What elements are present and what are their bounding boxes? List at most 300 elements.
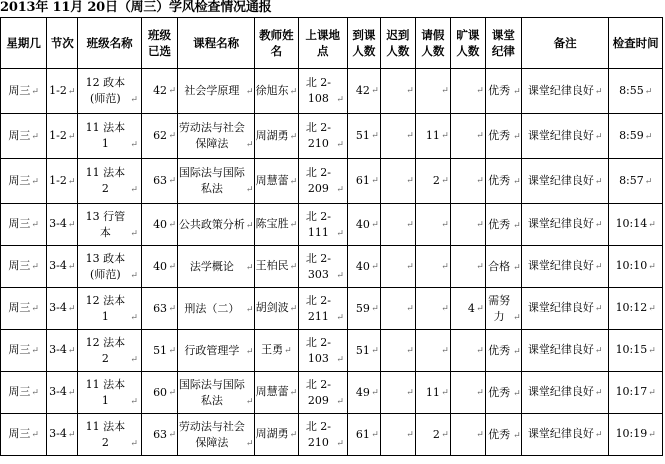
paragraph-mark-icon: ↵ xyxy=(31,262,39,272)
paragraph-mark-icon: ↵ xyxy=(476,387,484,398)
leave-text: 11 xyxy=(425,129,440,142)
paragraph-mark-icon: ↵ xyxy=(245,87,254,97)
discipline-cell xyxy=(485,204,521,246)
enrolled-text: 40 xyxy=(153,259,168,273)
class-name-cell xyxy=(78,330,142,372)
period-cell xyxy=(47,288,78,330)
paragraph-mark-icon: ↵ xyxy=(168,387,177,398)
enrolled-cell xyxy=(142,114,178,159)
class-name-text: 13 政本(师范) xyxy=(85,251,126,281)
paragraph-mark-icon: ↵ xyxy=(67,388,76,398)
note-text: 课堂纪律良好 xyxy=(527,343,594,356)
paragraph-mark-icon: ↵ xyxy=(31,176,39,187)
discipline-text: 需努力 xyxy=(488,293,511,323)
class-name-text: 11 法本 2 xyxy=(85,166,126,195)
paragraph-mark-icon: ↵ xyxy=(67,131,76,142)
paragraph-mark-icon: ↵ xyxy=(406,261,414,272)
absent-cell xyxy=(450,372,485,414)
time-text: 10:15 xyxy=(615,343,648,356)
late-cell xyxy=(380,414,415,456)
enrolled-cell xyxy=(142,246,178,288)
period-text: 3-4 xyxy=(49,427,67,440)
note-cell xyxy=(521,288,609,330)
location-text: 北 2-103 xyxy=(305,335,332,365)
paragraph-mark-icon: ↵ xyxy=(31,388,39,398)
leave-cell xyxy=(415,114,450,159)
location-cell xyxy=(298,288,347,330)
header-cell: 迟到人数 xyxy=(380,18,415,69)
absent-cell xyxy=(450,114,485,159)
late-cell xyxy=(380,69,415,114)
period-text: 3-4 xyxy=(49,343,67,356)
enrolled-cell xyxy=(142,288,178,330)
paragraph-mark-icon: ↵ xyxy=(168,261,177,272)
paragraph-mark-icon: ↵ xyxy=(406,219,414,230)
header-cell: 检查时间 xyxy=(609,18,663,69)
note-text: 课堂纪律良好 xyxy=(527,259,594,272)
discipline-cell xyxy=(485,414,521,456)
time-cell xyxy=(609,159,663,204)
note-text: 课堂纪律良好 xyxy=(527,128,594,142)
paragraph-mark-icon: ↵ xyxy=(406,345,414,356)
enrolled-text: 40 xyxy=(153,217,168,231)
paragraph-mark-icon: ↵ xyxy=(644,176,653,187)
teacher-text: 王柏民 xyxy=(255,259,289,272)
enrolled-text: 63 xyxy=(153,174,168,187)
paragraph-mark-icon: ↵ xyxy=(513,312,521,323)
course-text: 劳动法与社会保障法 xyxy=(178,121,245,150)
leave-cell xyxy=(415,288,450,330)
note-cell xyxy=(521,414,609,456)
location-cell xyxy=(298,330,347,372)
paragraph-mark-icon: ↵ xyxy=(336,140,344,150)
paragraph-mark-icon: ↵ xyxy=(245,140,254,150)
note-text: 课堂纪律良好 xyxy=(527,427,594,440)
paragraph-mark-icon: ↵ xyxy=(130,140,138,150)
paragraph-mark-icon: ↵ xyxy=(130,270,138,281)
paragraph-mark-icon: ↵ xyxy=(289,304,298,314)
course-text: 刑法（二） xyxy=(184,301,240,315)
location-text: 北 2-210 xyxy=(305,121,332,150)
time-cell xyxy=(609,246,663,288)
paragraph-mark-icon: ↵ xyxy=(406,176,414,186)
table-row xyxy=(1,330,663,372)
header-cell: 课堂纪律 xyxy=(485,18,521,69)
day-text: 周三 xyxy=(8,128,31,142)
present-cell xyxy=(347,330,380,372)
enrolled-text: 51 xyxy=(153,343,168,357)
teacher-cell xyxy=(255,69,298,114)
discipline-text: 优秀 xyxy=(488,174,511,187)
paragraph-mark-icon: ↵ xyxy=(168,303,177,314)
paragraph-mark-icon: ↵ xyxy=(67,430,76,440)
paragraph-mark-icon: ↵ xyxy=(406,387,414,398)
paragraph-mark-icon: ↵ xyxy=(289,430,298,440)
paragraph-mark-icon: ↵ xyxy=(289,220,298,230)
discipline-text: 优秀 xyxy=(488,217,511,231)
day-text: 周三 xyxy=(8,259,31,272)
header-cell: 请假人数 xyxy=(415,18,450,69)
present-text: 40 xyxy=(355,259,370,273)
location-text: 北 2-209 xyxy=(305,166,332,195)
paragraph-mark-icon: ↵ xyxy=(441,86,449,96)
paragraph-mark-icon: ↵ xyxy=(67,176,76,187)
discipline-text: 优秀 xyxy=(488,343,511,357)
paragraph-mark-icon: ↵ xyxy=(441,387,449,398)
paragraph-mark-icon: ↵ xyxy=(130,228,138,239)
location-cell xyxy=(298,414,347,456)
note-cell xyxy=(521,246,609,288)
absent-cell xyxy=(450,204,485,246)
discipline-text: 优秀 xyxy=(488,427,511,441)
paragraph-mark-icon: ↵ xyxy=(130,354,138,365)
paragraph-mark-icon: ↵ xyxy=(441,176,449,186)
note-cell xyxy=(521,69,609,114)
table-row xyxy=(1,288,663,330)
course-text: 法学概论 xyxy=(189,259,234,273)
leave-cell xyxy=(415,69,450,114)
time-text: 8:55 xyxy=(619,83,644,97)
day-cell xyxy=(1,330,47,372)
teacher-text: 周慧蕾 xyxy=(255,173,289,187)
class-name-cell xyxy=(78,114,142,159)
time-cell xyxy=(609,288,663,330)
discipline-cell xyxy=(485,372,521,414)
paragraph-mark-icon: ↵ xyxy=(648,262,656,272)
header-cell: 教师姓名 xyxy=(255,18,298,69)
location-cell xyxy=(298,114,347,159)
leave-text: 2 xyxy=(432,174,440,187)
inspection-table xyxy=(0,17,663,456)
time-text: 10:12 xyxy=(615,301,648,314)
paragraph-mark-icon: ↵ xyxy=(441,219,449,230)
enrolled-cell xyxy=(142,204,178,246)
present-text: 51 xyxy=(355,343,370,357)
paragraph-mark-icon: ↵ xyxy=(476,261,484,272)
paragraph-mark-icon: ↵ xyxy=(441,429,449,440)
day-cell xyxy=(1,414,47,456)
course-cell xyxy=(178,414,255,456)
day-text: 周三 xyxy=(8,83,31,97)
period-cell xyxy=(47,372,78,414)
paragraph-mark-icon: ↵ xyxy=(406,429,414,440)
paragraph-mark-icon: ↵ xyxy=(284,346,292,356)
paragraph-mark-icon: ↵ xyxy=(406,86,414,96)
table-row xyxy=(1,246,663,288)
class-name-text: 12 法本 2 xyxy=(85,335,126,365)
late-cell xyxy=(380,372,415,414)
absent-text: 4 xyxy=(467,301,475,315)
paragraph-mark-icon: ↵ xyxy=(67,304,76,314)
period-text: 3-4 xyxy=(49,259,67,272)
present-cell xyxy=(347,114,380,159)
header-cell: 课程名称 xyxy=(178,18,255,69)
paragraph-mark-icon: ↵ xyxy=(130,438,138,449)
paragraph-mark-icon: ↵ xyxy=(168,345,177,356)
discipline-cell xyxy=(485,159,521,204)
class-name-text: 12 法本 1 xyxy=(85,293,126,323)
teacher-text: 周湖勇 xyxy=(255,427,289,440)
paragraph-mark-icon: ↵ xyxy=(441,131,449,141)
paragraph-mark-icon: ↵ xyxy=(336,228,344,239)
period-text: 3-4 xyxy=(49,217,67,230)
period-text: 3-4 xyxy=(49,385,67,398)
time-cell xyxy=(609,414,663,456)
class-name-text: 12 政本(师范) xyxy=(85,76,126,105)
paragraph-mark-icon: ↵ xyxy=(513,262,521,273)
enrolled-cell xyxy=(142,372,178,414)
note-text: 课堂纪律良好 xyxy=(527,385,594,398)
discipline-text: 合格 xyxy=(488,259,511,273)
present-text: 59 xyxy=(355,301,370,315)
header-cell: 班级已选 xyxy=(142,18,178,69)
paragraph-mark-icon: ↵ xyxy=(245,185,254,195)
period-text: 1-2 xyxy=(49,128,67,142)
day-cell xyxy=(1,69,47,114)
paragraph-mark-icon: ↵ xyxy=(67,262,76,272)
class-name-cell xyxy=(78,69,142,114)
header-cell: 班级名称 xyxy=(78,18,142,69)
location-cell xyxy=(298,159,347,204)
note-cell xyxy=(521,114,609,159)
present-cell xyxy=(347,246,380,288)
period-cell xyxy=(47,69,78,114)
paragraph-mark-icon: ↵ xyxy=(513,87,521,97)
course-cell xyxy=(178,372,255,414)
class-name-cell xyxy=(78,288,142,330)
course-cell xyxy=(178,288,255,330)
paragraph-mark-icon: ↵ xyxy=(336,438,344,449)
class-name-cell xyxy=(78,246,142,288)
course-cell xyxy=(178,159,255,204)
paragraph-mark-icon: ↵ xyxy=(594,388,603,398)
paragraph-mark-icon: ↵ xyxy=(371,176,379,186)
teacher-cell xyxy=(255,330,298,372)
present-text: 61 xyxy=(355,427,370,441)
paragraph-mark-icon: ↵ xyxy=(168,86,177,96)
leave-cell xyxy=(415,330,450,372)
paragraph-mark-icon: ↵ xyxy=(476,86,484,96)
day-cell xyxy=(1,114,47,159)
absent-cell xyxy=(450,159,485,204)
paragraph-mark-icon: ↵ xyxy=(289,86,298,97)
paragraph-mark-icon: ↵ xyxy=(130,185,138,195)
present-cell xyxy=(347,414,380,456)
teacher-text: 陈宝胜 xyxy=(255,217,289,230)
absent-cell xyxy=(450,330,485,372)
enrolled-text: 42 xyxy=(153,84,168,97)
teacher-cell xyxy=(255,114,298,159)
class-name-cell xyxy=(78,204,142,246)
paragraph-mark-icon: ↵ xyxy=(476,429,484,440)
present-cell xyxy=(347,159,380,204)
late-cell xyxy=(380,114,415,159)
paragraph-mark-icon: ↵ xyxy=(441,261,449,272)
class-name-cell xyxy=(78,372,142,414)
present-cell xyxy=(347,288,380,330)
time-text: 8:57 xyxy=(619,173,644,187)
location-text: 北 2-111 xyxy=(305,209,332,239)
paragraph-mark-icon: ↵ xyxy=(441,345,449,356)
note-cell xyxy=(521,372,609,414)
page-title: 2013年 11月 20日（周三）学风检查情况通报 xyxy=(0,0,272,15)
paragraph-mark-icon: ↵ xyxy=(594,176,603,187)
day-cell xyxy=(1,159,47,204)
teacher-cell xyxy=(255,288,298,330)
header-row xyxy=(1,18,663,69)
enrolled-text: 63 xyxy=(153,427,168,441)
paragraph-mark-icon: ↵ xyxy=(245,262,254,273)
day-text: 周三 xyxy=(8,343,31,356)
course-text: 行政管理学 xyxy=(184,343,240,357)
paragraph-mark-icon: ↵ xyxy=(336,354,344,365)
paragraph-mark-icon: ↵ xyxy=(168,429,177,440)
note-text: 课堂纪律良好 xyxy=(527,83,594,97)
discipline-text: 优秀 xyxy=(488,385,511,399)
enrolled-text: 63 xyxy=(153,301,168,315)
note-cell xyxy=(521,330,609,372)
discipline-cell xyxy=(485,69,521,114)
paragraph-mark-icon: ↵ xyxy=(476,131,484,141)
course-text: 公共政策分析 xyxy=(178,217,245,231)
paragraph-mark-icon: ↵ xyxy=(31,131,39,142)
period-text: 3-4 xyxy=(49,301,67,314)
location-text: 北 2-211 xyxy=(305,293,332,323)
table-row xyxy=(1,114,663,159)
paragraph-mark-icon: ↵ xyxy=(67,220,76,230)
period-text: 1-2 xyxy=(49,173,67,187)
time-cell xyxy=(609,372,663,414)
leave-cell xyxy=(415,372,450,414)
enrolled-text: 62 xyxy=(153,129,168,142)
present-text: 61 xyxy=(355,174,370,187)
paragraph-mark-icon: ↵ xyxy=(245,220,254,231)
location-cell xyxy=(298,69,347,114)
paragraph-mark-icon: ↵ xyxy=(644,131,653,142)
teacher-cell xyxy=(255,414,298,456)
paragraph-mark-icon: ↵ xyxy=(245,346,254,357)
class-name-text: 13 行管本 xyxy=(85,209,126,239)
period-cell xyxy=(47,330,78,372)
paragraph-mark-icon: ↵ xyxy=(336,185,344,195)
paragraph-mark-icon: ↵ xyxy=(648,430,656,440)
enrolled-cell xyxy=(142,330,178,372)
paragraph-mark-icon: ↵ xyxy=(476,303,484,314)
class-name-text: 11 法本 2 xyxy=(85,419,126,449)
leave-cell xyxy=(415,204,450,246)
absent-cell xyxy=(450,414,485,456)
time-cell xyxy=(609,204,663,246)
absent-cell xyxy=(450,288,485,330)
leave-text: 2 xyxy=(432,427,440,441)
paragraph-mark-icon: ↵ xyxy=(289,176,298,187)
day-text: 周三 xyxy=(8,301,31,314)
paragraph-mark-icon: ↵ xyxy=(648,346,656,356)
table-row xyxy=(1,204,663,246)
paragraph-mark-icon: ↵ xyxy=(336,396,344,407)
header-cell: 星期几 xyxy=(1,18,47,69)
paragraph-mark-icon: ↵ xyxy=(245,438,254,449)
teacher-text: 周慧蕾 xyxy=(255,385,289,398)
paragraph-mark-icon: ↵ xyxy=(406,303,414,314)
paragraph-mark-icon: ↵ xyxy=(289,388,298,398)
table-row xyxy=(1,372,663,414)
note-cell xyxy=(521,159,609,204)
present-text: 51 xyxy=(355,129,370,142)
leave-cell xyxy=(415,414,450,456)
paragraph-mark-icon: ↵ xyxy=(31,86,39,97)
course-text: 国际法与国际私法 xyxy=(178,377,245,407)
time-text: 10:17 xyxy=(615,385,648,398)
day-text: 周三 xyxy=(8,427,31,440)
header-cell: 节次 xyxy=(47,18,78,69)
absent-cell xyxy=(450,69,485,114)
paragraph-mark-icon: ↵ xyxy=(513,430,521,441)
paragraph-mark-icon: ↵ xyxy=(67,346,76,356)
paragraph-mark-icon: ↵ xyxy=(336,312,344,323)
discipline-cell xyxy=(485,330,521,372)
paragraph-mark-icon: ↵ xyxy=(336,95,344,105)
header-cell: 上课地点 xyxy=(298,18,347,69)
enrolled-cell xyxy=(142,159,178,204)
present-cell xyxy=(347,204,380,246)
paragraph-mark-icon: ↵ xyxy=(594,304,603,314)
teacher-cell xyxy=(255,372,298,414)
day-cell xyxy=(1,372,47,414)
teacher-text: 周湖勇 xyxy=(255,128,289,142)
leave-cell xyxy=(415,159,450,204)
paragraph-mark-icon: ↵ xyxy=(130,396,138,407)
time-cell xyxy=(609,114,663,159)
period-cell xyxy=(47,414,78,456)
day-cell xyxy=(1,288,47,330)
present-text: 49 xyxy=(355,385,370,399)
class-name-cell xyxy=(78,159,142,204)
paragraph-mark-icon: ↵ xyxy=(371,303,379,314)
discipline-text: 优秀 xyxy=(488,84,511,97)
header-cell: 备注 xyxy=(521,18,609,69)
class-name-text: 11 法本 1 xyxy=(85,121,126,150)
location-cell xyxy=(298,246,347,288)
absent-cell xyxy=(450,246,485,288)
course-text: 劳动法与社会保障法 xyxy=(178,419,245,449)
course-text: 社会学原理 xyxy=(184,84,240,97)
paragraph-mark-icon: ↵ xyxy=(336,270,344,281)
period-cell xyxy=(47,159,78,204)
day-text: 周三 xyxy=(8,217,31,230)
location-cell xyxy=(298,204,347,246)
paragraph-mark-icon: ↵ xyxy=(513,388,521,399)
day-cell xyxy=(1,204,47,246)
present-cell xyxy=(347,372,380,414)
paragraph-mark-icon: ↵ xyxy=(168,219,177,230)
paragraph-mark-icon: ↵ xyxy=(31,430,39,440)
paragraph-mark-icon: ↵ xyxy=(441,303,449,314)
table-row xyxy=(1,414,663,456)
paragraph-mark-icon: ↵ xyxy=(513,132,521,142)
teacher-text: 王勇 xyxy=(261,343,284,356)
paragraph-mark-icon: ↵ xyxy=(594,131,603,142)
time-text: 8:59 xyxy=(619,128,644,142)
paragraph-mark-icon: ↵ xyxy=(371,261,379,272)
paragraph-mark-icon: ↵ xyxy=(31,220,39,230)
class-name-text: 11 法本 1 xyxy=(85,377,126,407)
teacher-cell xyxy=(255,246,298,288)
time-cell xyxy=(609,69,663,114)
header-cell: 旷课人数 xyxy=(450,18,485,69)
day-text: 周三 xyxy=(8,385,31,398)
period-text: 1-2 xyxy=(49,83,67,97)
